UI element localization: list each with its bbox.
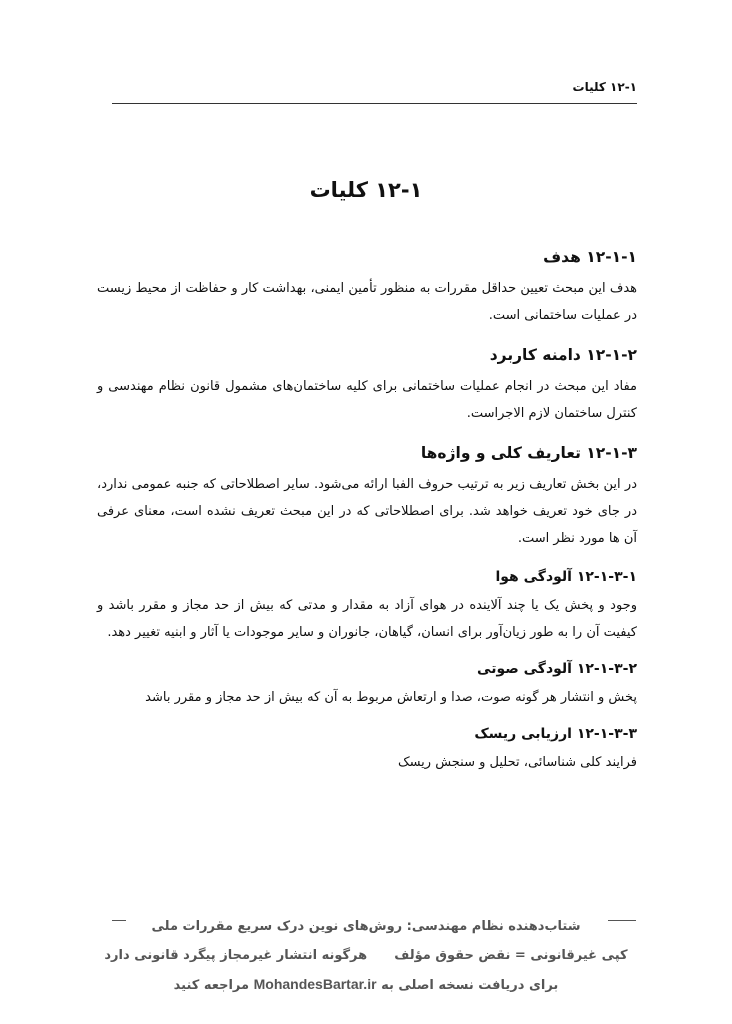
subsection-heading: ۱۲-۱-۳-۲ آلودگی صوتی — [477, 661, 637, 677]
footer-line-2: کپی غیرقانونی = نقض حقوق مؤلف هرگونه انتشار غیرمجاز پیگرد قانونی دارد — [104, 948, 628, 963]
section-goal — [97, 245, 637, 329]
section-heading: ۱۲-۱-۳ تعاریف کلی و واژه‌ها — [420, 444, 637, 462]
subsection-heading: ۱۲-۱-۳-۱ آلودگی هوا — [495, 569, 637, 585]
footer-line-3-prefix: برای دریافت نسخه اصلی به — [381, 978, 559, 993]
footer-watermark — [0, 912, 732, 1000]
subsection-air-pollution — [97, 566, 637, 646]
running-header: ۱۲-۱ کلیات — [572, 80, 637, 94]
section-paragraph: هدف این مبحث تعیین حداقل مقررات به منظور تأمین ایمنی، بهداشت کار و حفاظت از محیط زیست در عملیات ساختمانی است. — [97, 281, 637, 323]
header-divider — [112, 103, 637, 104]
footer-line-1: شتاب‌دهنده نظام مهندسی: روش‌های نوین درک سریع مقررات ملی — [151, 919, 581, 934]
subsection-heading: ۱۲-۱-۳-۳ ارزیابی ریسک — [474, 726, 637, 742]
section-paragraph: مفاد این مبحث در انجام عملیات ساختمانی برای کلیه ساختمان‌های مشمول قانون نظام مهندسی و کنترل ساختمان لازم الاجراست. — [97, 379, 637, 421]
subsection-paragraph: وجود و پخش یک یا چند آلاینده در هوای آزاد به مقدار و مدتی که بیش از حد مجاز و مقرر باشد و کیفیت آن را به طور زیان‌آور برای انسان، گیاهان، جانوران و سایر موجودات یا آثار و ابنیه تغییر دهد. — [97, 598, 637, 640]
section-scope — [97, 343, 637, 427]
footer-line-3 — [0, 970, 732, 1000]
website-link[interactable]: MohandesBartar.ir — [253, 976, 377, 992]
chapter-title: ۱۲-۱ کلیات — [309, 178, 423, 202]
subsection-paragraph: پخش و انتشار هر گونه صوت، صدا و ارتعاش مربوط به آن که بیش از حد مجاز و مقرر باشد — [145, 690, 637, 705]
subsection-noise-pollution — [97, 658, 637, 711]
section-heading: ۱۲-۱-۱ هدف — [543, 248, 637, 266]
section-paragraph: در این بخش تعاریف زیر به ترتیب حروف الفبا ارائه می‌شود. سایر اصطلاحاتی که جنبه عمومی ندارد، در جای خود تعریف خواهد شد. برای اصطلاحاتی که در این مبحث تعریف نشده است، معنای عرفی آن ها مورد نظر است. — [97, 477, 637, 546]
section-heading: ۱۲-۱-۲ دامنه کاربرد — [489, 346, 637, 364]
subsection-risk-assessment — [97, 723, 637, 776]
section-definitions — [97, 441, 637, 552]
content-body — [97, 245, 637, 788]
footer-line-3-suffix: مراجعه کنید — [173, 978, 250, 993]
subsection-paragraph: فرایند کلی شناسائی، تحلیل و سنجش ریسک — [397, 755, 637, 770]
